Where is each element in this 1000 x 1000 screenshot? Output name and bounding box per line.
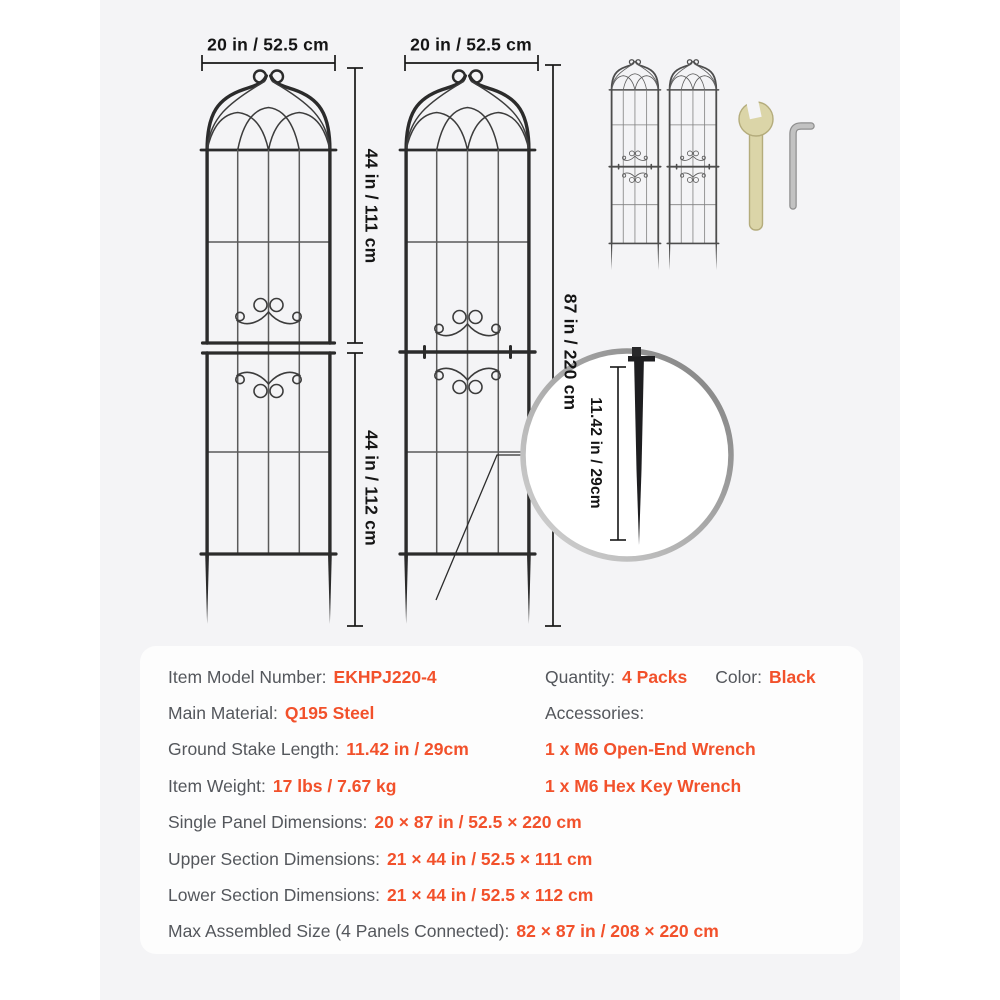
spec-value-accessory-hexkey: 1 x M6 Hex Key Wrench: [545, 775, 742, 796]
spec-label-model: Item Model Number:: [168, 666, 327, 687]
spec-label-stake-length: Ground Stake Length:: [168, 739, 340, 760]
spec-value-quantity: 4 Packs: [622, 666, 688, 687]
spec-label-quantity: Quantity:: [545, 666, 616, 687]
spec-row-6: [168, 841, 835, 877]
spec-value-weight: 17 lbs / 7.67 kg: [272, 775, 397, 796]
leader-line: [436, 455, 523, 600]
spec-value-max-assembled: 82 × 87 in / 208 × 220 cm: [516, 921, 719, 942]
trellis-thumbnail-2: [667, 60, 718, 270]
image-canvas: [100, 0, 900, 1000]
dim-label-panel2-width: 20 in / 52.5 cm: [410, 34, 532, 55]
spec-label-single-panel: Single Panel Dimensions:: [168, 812, 368, 833]
spec-value-model: EKHPJ220-4: [333, 666, 437, 687]
spec-value-upper-section: 21 × 44 in / 52.5 × 111 cm: [387, 848, 593, 869]
dim-label-upper-height: 44 in / 111 cm: [361, 148, 382, 264]
spec-row-1: [168, 659, 835, 695]
spec-panel: [140, 646, 863, 954]
spec-row-5: [168, 805, 835, 841]
dim-label-total-height: 87 in / 220 cm: [560, 293, 581, 411]
dim-label-panel1-width: 20 in / 52.5 cm: [207, 34, 329, 55]
spec-label-weight: Item Weight:: [168, 775, 266, 796]
stake-detail-circle: [523, 347, 731, 559]
spec-row-2: [168, 695, 835, 731]
spec-label-max-assembled: Max Assembled Size (4 Panels Connected):: [168, 921, 510, 942]
spec-value-accessory-wrench: 1 x M6 Open-End Wrench: [545, 739, 756, 760]
spec-value-color: Black: [768, 666, 816, 687]
spec-value-lower-section: 21 × 44 in / 52.5 × 112 cm: [387, 885, 594, 906]
spec-row-4: [168, 768, 835, 804]
spec-value-material: Q195 Steel: [284, 703, 375, 724]
hex-key-icon: [793, 126, 811, 206]
spec-label-material: Main Material:: [168, 703, 278, 724]
dim-label-lower-height: 44 in / 112 cm: [361, 430, 382, 546]
spec-row-3: [168, 732, 835, 768]
dim-label-stake-length: 11.42 in / 29cm: [587, 397, 604, 509]
spec-label-color: Color:: [715, 666, 762, 687]
spec-row-7: [168, 877, 835, 913]
trellis-split-sections-diagram: [201, 71, 336, 625]
trellis-full-panel-diagram: [400, 71, 535, 625]
trellis-thumbnail-1: [609, 60, 660, 270]
spec-value-single-panel: 20 × 87 in / 52.5 × 220 cm: [374, 812, 582, 833]
spec-label-lower-section: Lower Section Dimensions:: [168, 885, 381, 906]
spec-label-accessories: Accessories:: [545, 703, 645, 724]
spec-label-upper-section: Upper Section Dimensions:: [168, 848, 381, 869]
spec-value-stake-length: 11.42 in / 29cm: [346, 739, 469, 760]
spec-row-8: [168, 914, 835, 950]
dimension-lines: [202, 55, 561, 626]
wrench-icon: [739, 85, 773, 230]
